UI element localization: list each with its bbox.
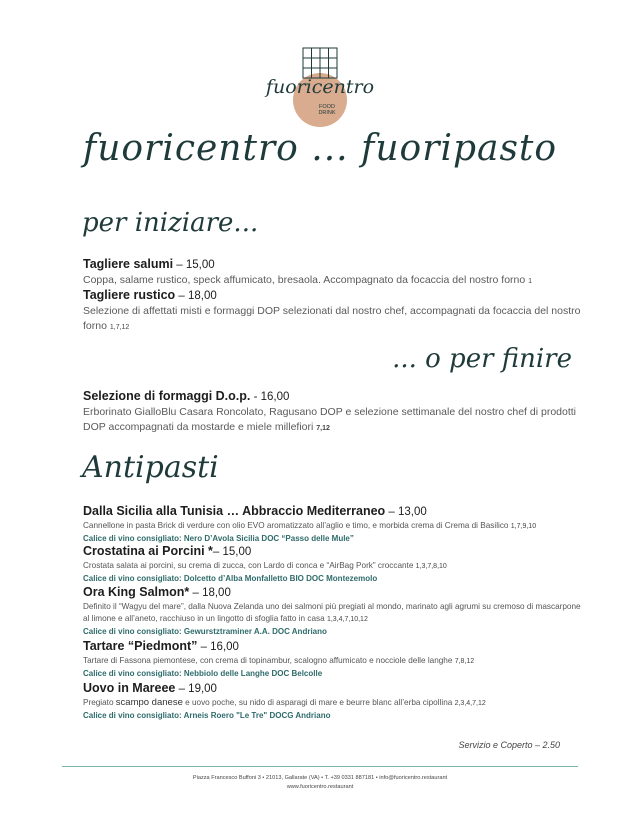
wine-pairing: Calice di vino consigliato: Nebbiolo delle Langhe DOC Belcolle xyxy=(83,669,323,678)
item-name: Tagliere rustico xyxy=(83,288,176,302)
menu-item xyxy=(83,680,583,722)
item-name: Selezione di formaggi D.o.p. xyxy=(83,389,251,403)
footer xyxy=(0,774,640,792)
section-title-start: per iniziare... xyxy=(82,208,259,238)
item-price: – 18,00 xyxy=(189,587,231,599)
item-description: Erborinato GialloBlu Casara Roncolato, Ragusano DOP e selezione settimanale del nostro chef di prodotti DOP accompagnati da mostarde e miele millefiori xyxy=(83,406,577,433)
item-description: Definito il “Wagyu del mare”, dalla Nuova Zelanda uno dei salmoni più pregiati al mondo, marinato agli agrumi su cremoso di mascarpone al limone e all’aneto, racchiuso in un lingotto di sfoglia fatto in casa xyxy=(83,602,581,623)
footer-address: Piazza Francesco Buffoni 3 • 21013, Gallarate (VA) • T. +39 0331 887181 • info@fuoricentro.restaurant xyxy=(192,775,448,781)
tagline: fuoricentro ... fuoripasto xyxy=(82,128,558,169)
item-allergens: 1,3,7,8,10 xyxy=(415,563,447,570)
item-allergens: 1,7,12 xyxy=(109,324,130,331)
item-description-highlight: scampo danese xyxy=(115,697,183,708)
item-name: Tagliere salumi xyxy=(83,257,174,271)
item-allergens: 1,7,9,10 xyxy=(510,523,537,530)
item-price: – 19,00 xyxy=(175,683,217,695)
item-description: Cannellone in pasta Brick di verdure con olio EVO aromatizzato all’aglio e timo, e morbida crema di Crema di Basilico xyxy=(83,521,509,530)
item-name: Dalla Sicilia alla Tunisia … Abbraccio Mediterraneo xyxy=(83,504,386,518)
item-price: – 15,00 xyxy=(212,546,252,558)
svg-text:fuoricentro: fuoricentro xyxy=(265,76,375,98)
menu-item xyxy=(83,638,583,680)
item-price: - 16,00 xyxy=(250,391,290,403)
item-description: Coppa, salame rustico, speck affumicato, bresaola. Accompagnato da focaccia del nostro forno xyxy=(83,274,526,286)
footer-website[interactable]: www.fuoricentro.restaurant xyxy=(286,784,354,790)
item-allergens: 1,3,4,7,10,12 xyxy=(326,616,368,623)
footer-divider xyxy=(62,766,578,767)
item-description: Tartare di Fassona piemontese, con crema di topinambur, scalogno affumicato e nocciole delle langhe xyxy=(83,656,453,665)
menu-item xyxy=(83,584,583,638)
wine-pairing: Calice di vino consigliato: Arneis Roero "Le Tre" DOCG Andriano xyxy=(83,711,331,720)
item-price: – 15,00 xyxy=(173,259,215,271)
item-price: – 18,00 xyxy=(175,290,217,302)
item-price: – 13,00 xyxy=(385,506,427,518)
logo xyxy=(245,40,395,130)
item-name: Ora King Salmon* xyxy=(83,585,190,599)
item-description: Crostata salata ai porcini, su crema di zucca, con Lardo di conca e “AirBag Pork” croccante xyxy=(83,561,414,570)
menu-item xyxy=(83,388,583,436)
service-charge: Servizio e Coperto – 2.50 xyxy=(458,740,560,750)
item-name: Crostatina ai Porcini * xyxy=(83,544,213,558)
section-title-antipasti: Antipasti xyxy=(82,450,219,485)
item-allergens: 1 xyxy=(528,278,533,285)
item-description-prefix: Pregiato xyxy=(83,698,116,707)
section-title-end: ... o per finire xyxy=(392,344,572,374)
item-name: Tartare “Piedmont” xyxy=(83,639,198,653)
menu-item xyxy=(83,287,583,335)
item-name: Uovo in Mareee xyxy=(83,681,176,695)
svg-text:FOOD: FOOD xyxy=(319,104,335,110)
logo-graphic xyxy=(245,40,395,130)
item-allergens: 7,8,12 xyxy=(454,658,475,665)
menu-item xyxy=(83,543,583,585)
wine-pairing: Calice di vino consigliato: Dolcetto d’Alba Monfalletto BIO DOC Montezemolo xyxy=(83,574,378,583)
wine-pairing: Calice di vino consigliato: Gewurstztraminer A.A. DOC Andriano xyxy=(83,627,327,636)
item-allergens: 7,12 xyxy=(316,425,330,432)
item-price: – 16,00 xyxy=(197,641,239,653)
menu-item xyxy=(83,503,583,545)
menu-item xyxy=(83,256,583,289)
item-allergens: 2,3,4,7,12 xyxy=(454,700,486,707)
wine-pairing: Calice di vino consigliato: Nero D’Avola Sicilia DOC “Passo delle Mule” xyxy=(83,534,354,543)
svg-text:DRINK: DRINK xyxy=(318,110,336,116)
item-description: e uovo poche, su nido di asparagi di mare e beurre blanc all’erba cipollina xyxy=(182,698,453,707)
item-description: Selezione di affettati misti e formaggi DOP selezionati dal nostro chef, accompagnati da focaccia del nostro forno xyxy=(83,305,581,332)
